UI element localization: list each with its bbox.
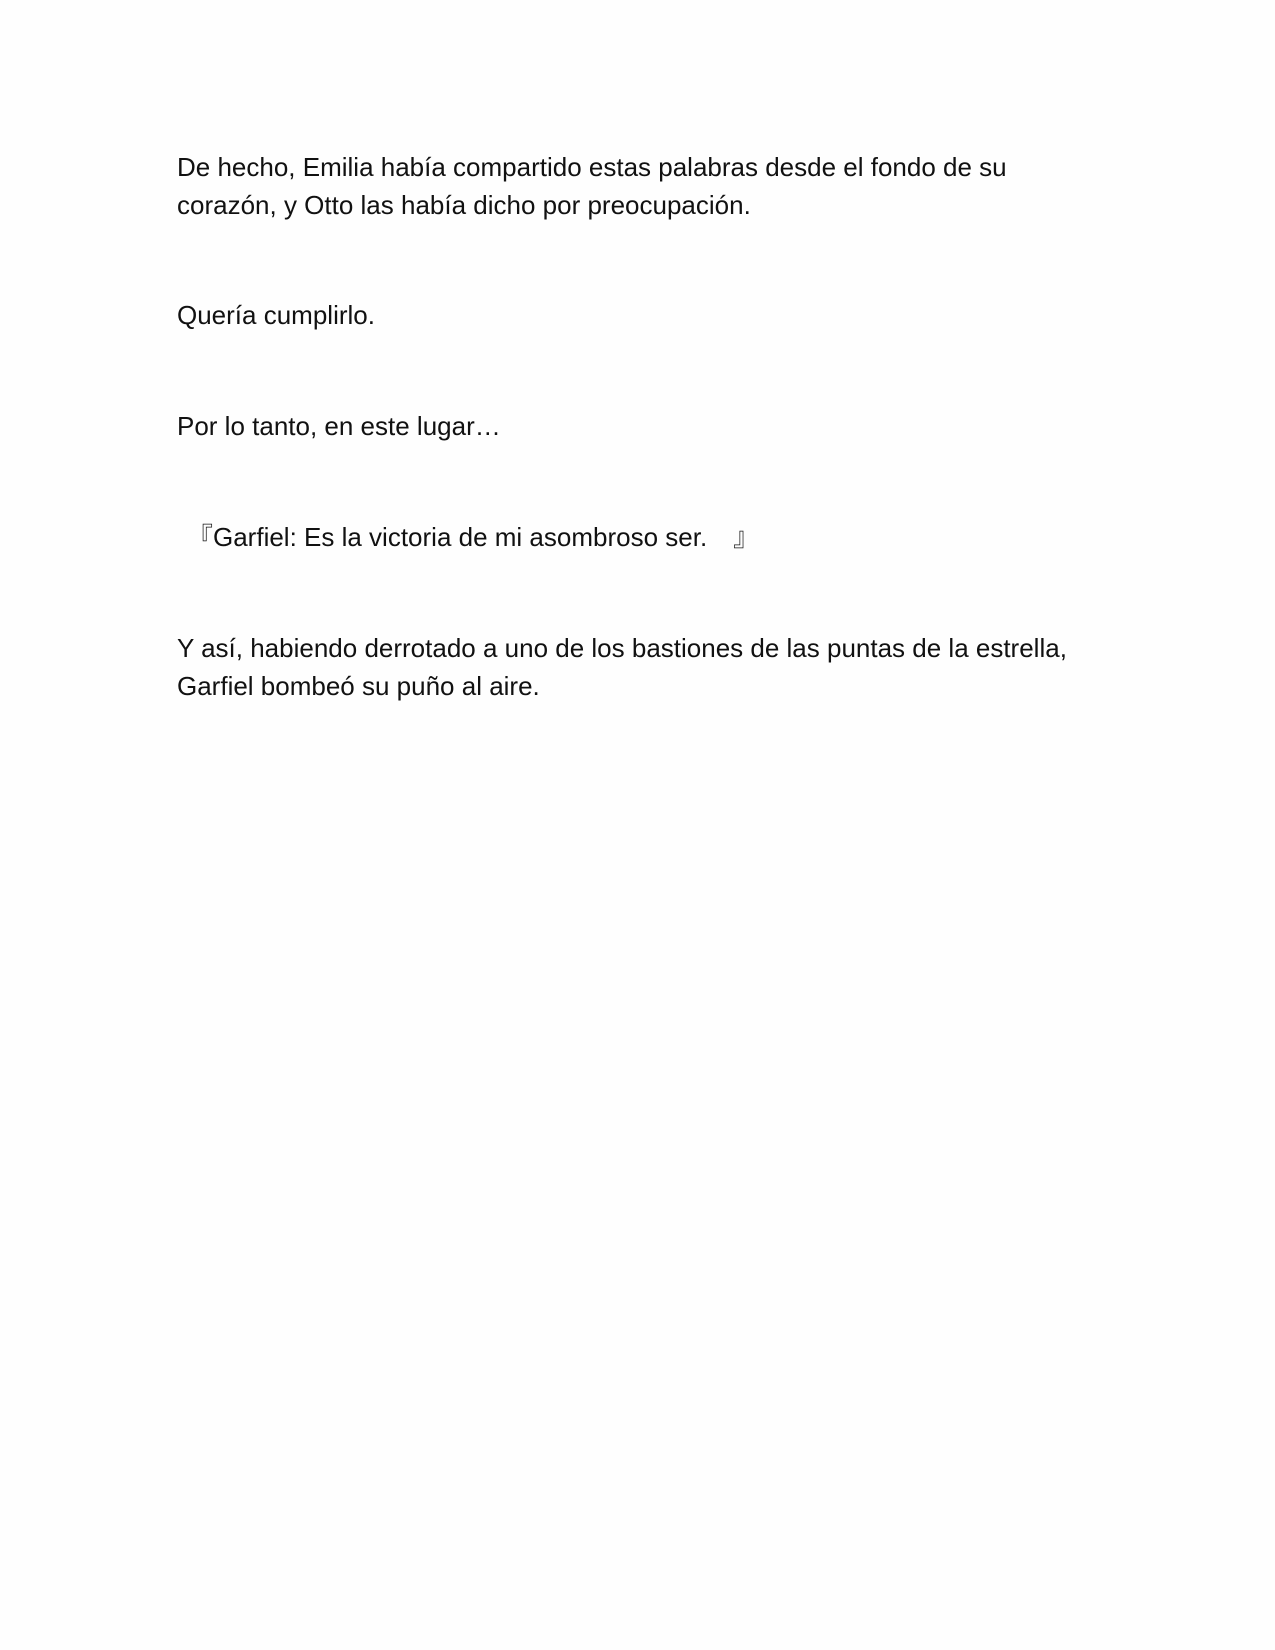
paragraph-5-line-1: Y así, habiendo derrotado a uno de los bastiones de las puntas de la estrella, (177, 633, 1067, 663)
paragraph-3 (177, 407, 1097, 445)
dialogue-quote (187, 518, 1107, 556)
paragraph-5 (177, 629, 1097, 705)
paragraph-2 (177, 296, 1097, 334)
paragraph-3-line-1: Por lo tanto, en este lugar… (177, 411, 501, 441)
paragraph-2-line-1: Quería cumplirlo. (177, 300, 375, 330)
paragraph-1-line-1: De hecho, Emilia había compartido estas palabras desde el fondo de su (177, 152, 1007, 182)
dialogue-quote-line: 『Garfiel: Es la victoria de mi asombroso ser. 』 (187, 522, 760, 552)
paragraph-5-line-2: Garfiel bombeó su puño al aire. (177, 671, 540, 701)
paragraph-1 (177, 148, 1097, 224)
paragraph-1-line-2: corazón, y Otto las había dicho por preocupación. (177, 190, 751, 220)
